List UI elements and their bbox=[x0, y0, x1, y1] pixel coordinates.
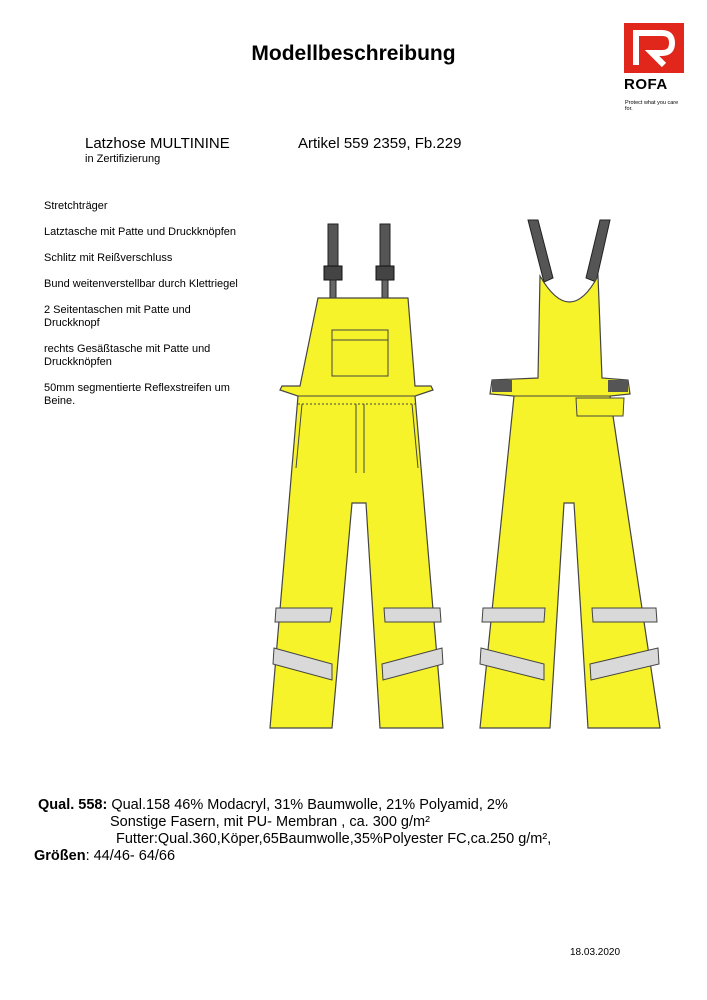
feature-item: Schlitz mit Reißverschluss bbox=[44, 252, 173, 264]
feature-item: 2 Seitentaschen mit Patte und Druckknopf bbox=[44, 304, 191, 329]
brand-name: ROFA bbox=[624, 76, 668, 93]
feature-item: 50mm segmentierte Reflexstreifen um Beine. bbox=[44, 382, 230, 407]
quality-text-2: Sonstige Fasern, mit PU- Membran , ca. 300 g/m² bbox=[110, 814, 430, 830]
feature-item: rechts Gesäßtasche mit Patte und Druckknöpfen bbox=[44, 343, 211, 368]
brand-tagline: Protect what you care for. bbox=[625, 100, 679, 112]
page-title: Modellbeschreibung bbox=[251, 42, 456, 65]
quality-label: Qual. 558: bbox=[38, 797, 108, 813]
quality-text-1: Qual.158 46% Modacryl, 31% Baumwolle, 21% Polyamid, 2% bbox=[111, 797, 508, 813]
feature-list bbox=[44, 200, 264, 421]
sizes-label: Größen bbox=[34, 848, 86, 864]
sizes-value: : 44/46- 64/66 bbox=[85, 848, 176, 864]
quality-line-1 bbox=[38, 797, 508, 813]
sizes-line bbox=[34, 848, 175, 864]
rofa-logo bbox=[624, 23, 684, 73]
feature-item: Stretchträger bbox=[44, 200, 108, 212]
overalls-back-illustration bbox=[478, 218, 668, 730]
feature-item: Bund weitenverstellbar durch Klettriegel bbox=[44, 278, 238, 290]
quality-text-3: Futter:Qual.360,Köper,65Baumwolle,35%Polyester FC,ca.250 g/m², bbox=[116, 831, 552, 847]
model-name: Latzhose MULTININE bbox=[85, 135, 230, 152]
document-date: 18.03.2020 bbox=[570, 947, 621, 958]
article-number: Artikel 559 2359, Fb.229 bbox=[298, 135, 462, 152]
model-status: in Zertifizierung bbox=[85, 153, 161, 165]
feature-item: Latztasche mit Patte und Druckknöpfen bbox=[44, 226, 236, 238]
overalls-front-illustration bbox=[268, 218, 458, 730]
